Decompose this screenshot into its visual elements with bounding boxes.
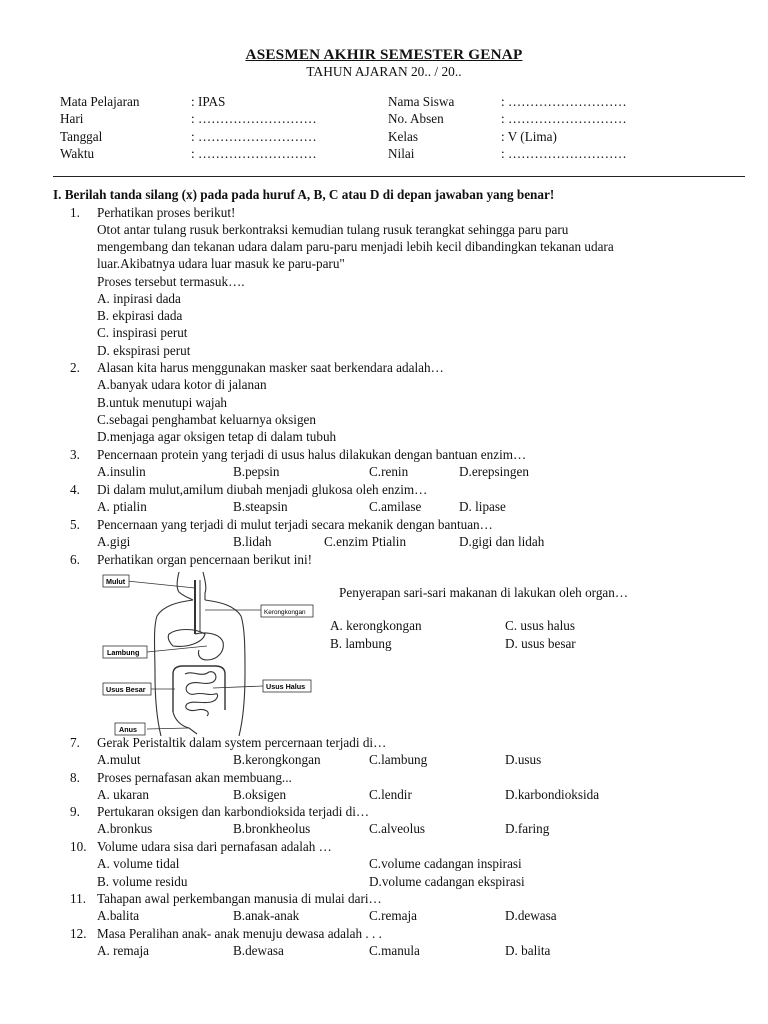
q1-number: 1.	[70, 205, 80, 220]
kelas-label: Kelas	[388, 129, 419, 144]
q10-option-c[interactable]: C.volume cadangan inspirasi	[369, 856, 522, 871]
q6-text: Perhatikan organ pencernaan berikut ini!	[97, 552, 313, 567]
hari-value: : ………………………	[191, 111, 317, 126]
tanggal-value: : ………………………	[191, 129, 317, 144]
waktu-value: : ………………………	[191, 146, 317, 161]
q5-option-c[interactable]: C.enzim Ptialin	[324, 534, 407, 549]
q3-option-b[interactable]: B.pepsin	[233, 464, 280, 479]
q10-option-d[interactable]: D.volume cadangan ekspirasi	[369, 874, 525, 889]
q8-option-d[interactable]: D.karbondioksida	[505, 787, 600, 802]
q6-number: 6.	[70, 552, 80, 567]
q2-number: 2.	[70, 360, 80, 375]
q2-option-d[interactable]: D.menjaga agar oksigen tetap di dalam tubuh	[97, 429, 337, 444]
q7-option-b[interactable]: B.kerongkongan	[233, 752, 321, 767]
q6-question: Penyerapan sari-sari makanan di lakukan oleh organ…	[339, 585, 629, 600]
q4-text: Di dalam mulut,amilum diubah menjadi glukosa oleh enzim…	[97, 482, 428, 497]
q1-line: Perhatikan proses berikut!	[97, 205, 236, 220]
q4-option-c[interactable]: C.amilase	[369, 499, 422, 514]
q8-number: 8.	[70, 770, 80, 785]
q11-option-d[interactable]: D.dewasa	[505, 908, 557, 923]
nilai-label: Nilai	[388, 146, 415, 161]
q9-text: Pertukaran oksigen dan karbondioksida terjadi di…	[97, 804, 370, 819]
q12-text: Masa Peralihan anak- anak menuju dewasa adalah . . .	[97, 926, 382, 941]
q9-option-a[interactable]: A.bronkus	[97, 821, 153, 836]
nilai-value: : ………………………	[501, 146, 627, 161]
q1-option-c[interactable]: C. inspirasi perut	[97, 325, 188, 340]
q5-text: Pencernaan yang terjadi di mulut terjadi secara mekanik dengan bantuan…	[97, 517, 493, 532]
q1-option-d[interactable]: D. ekspirasi perut	[97, 343, 191, 358]
q11-option-c[interactable]: C.remaja	[369, 908, 417, 923]
q4-number: 4.	[70, 482, 80, 497]
q7-number: 7.	[70, 735, 80, 750]
waktu-label: Waktu	[60, 146, 95, 161]
q12-number: 12.	[70, 926, 87, 941]
q2-option-b[interactable]: B.untuk menutupi wajah	[97, 395, 228, 410]
q12-option-d[interactable]: D. balita	[505, 943, 551, 958]
label-anus: Anus	[119, 725, 137, 734]
q7-option-c[interactable]: C.lambung	[369, 752, 428, 767]
q6-option-a[interactable]: A. kerongkongan	[330, 618, 422, 633]
q11-number: 11.	[70, 891, 86, 906]
q6-option-b[interactable]: B. lambung	[330, 636, 392, 651]
q8-option-c[interactable]: C.lendir	[369, 787, 412, 802]
q1-option-a[interactable]: A. inpirasi dada	[97, 291, 181, 306]
label-mulut: Mulut	[106, 577, 126, 586]
q5-option-b[interactable]: B.lidah	[233, 534, 272, 549]
q10-number: 10.	[70, 839, 87, 854]
q10-option-b[interactable]: B. volume residu	[97, 874, 188, 889]
label-usus-besar: Usus Besar	[106, 685, 146, 694]
q11-option-b[interactable]: B.anak-anak	[233, 908, 300, 923]
label-kerongkongan: Kerongkongan	[264, 609, 306, 616]
q4-option-b[interactable]: B.steapsin	[233, 499, 288, 514]
q2-option-c[interactable]: C.sebagai penghambat keluarnya oksigen	[97, 412, 316, 427]
q3-number: 3.	[70, 447, 80, 462]
q6-option-c[interactable]: C. usus halus	[505, 618, 575, 633]
q1-line: luar.Akibatnya udara luar masuk ke paru-paru"	[97, 256, 345, 271]
q8-option-b[interactable]: B.oksigen	[233, 787, 287, 802]
digestive-system-diagram	[97, 570, 319, 736]
kelas-value: : V (Lima)	[501, 129, 557, 144]
q1-option-b[interactable]: B. ekpirasi dada	[97, 308, 183, 323]
q12-option-c[interactable]: C.manula	[369, 943, 420, 958]
q9-number: 9.	[70, 804, 80, 819]
q4-option-a[interactable]: A. ptialin	[97, 499, 147, 514]
q10-text: Volume udara sisa dari pernafasan adalah …	[97, 839, 332, 854]
q3-option-c[interactable]: C.renin	[369, 464, 409, 479]
q12-option-a[interactable]: A. remaja	[97, 943, 149, 958]
header-divider	[53, 176, 745, 177]
mapel-label: Mata Pelajaran	[60, 94, 140, 109]
q1-line: Proses tersebut termasuk….	[97, 274, 245, 289]
q8-text: Proses pernafasan akan membuang...	[97, 770, 292, 785]
q12-option-b[interactable]: B.dewasa	[233, 943, 284, 958]
exam-title: ASESMEN AKHIR SEMESTER GENAP	[245, 46, 523, 63]
hari-label: Hari	[60, 111, 84, 126]
nama-value: : ………………………	[501, 94, 627, 109]
tanggal-label: Tanggal	[60, 129, 103, 144]
q9-option-d[interactable]: D.faring	[505, 821, 550, 836]
q3-option-a[interactable]: A.insulin	[97, 464, 146, 479]
q10-option-a[interactable]: A. volume tidal	[97, 856, 180, 871]
label-lambung: Lambung	[107, 648, 140, 657]
q3-text: Pencernaan protein yang terjadi di usus halus dilakukan dengan bantuan enzim…	[97, 447, 527, 462]
q9-option-b[interactable]: B.bronkheolus	[233, 821, 311, 836]
q2-option-a[interactable]: A.banyak udara kotor di jalanan	[97, 377, 267, 392]
q5-option-a[interactable]: A.gigi	[97, 534, 131, 549]
q11-text: Tahapan awal perkembangan manusia di mulai dari…	[97, 891, 382, 906]
q5-option-d[interactable]: D.gigi dan lidah	[459, 534, 545, 549]
absen-label: No. Absen	[388, 111, 444, 126]
q1-line: Otot antar tulang rusuk berkontraksi kemudian tulang rusuk terangkat sehingga paru paru	[97, 222, 569, 237]
q1-line: mengembang dan tekanan udara dalam paru-paru menjadi lebih kecil dibandingkan tekanan udara	[97, 239, 614, 254]
q8-option-a[interactable]: A. ukaran	[97, 787, 149, 802]
q7-option-a[interactable]: A.mulut	[97, 752, 141, 767]
q7-text: Gerak Peristaltik dalam system percernaan terjadi di…	[97, 735, 387, 750]
absen-value: : ………………………	[501, 111, 627, 126]
nama-label: Nama Siswa	[388, 94, 455, 109]
section-instruction: I. Berilah tanda silang (x) pada pada huruf A, B, C atau D di depan jawaban yang benar!	[53, 187, 555, 202]
label-usus-halus: Usus Halus	[266, 682, 306, 691]
q4-option-d[interactable]: D. lipase	[459, 499, 506, 514]
q3-option-d[interactable]: D.erepsingen	[459, 464, 529, 479]
q6-option-d[interactable]: D. usus besar	[505, 636, 576, 651]
exam-subtitle: TAHUN AJARAN 20.. / 20..	[306, 64, 462, 79]
q11-option-a[interactable]: A.balita	[97, 908, 140, 923]
q7-option-d[interactable]: D.usus	[505, 752, 542, 767]
q2-text: Alasan kita harus menggunakan masker saat berkendara adalah…	[97, 360, 444, 375]
mapel-value: : IPAS	[191, 94, 226, 109]
q9-option-c[interactable]: C.alveolus	[369, 821, 426, 836]
q5-number: 5.	[70, 517, 80, 532]
